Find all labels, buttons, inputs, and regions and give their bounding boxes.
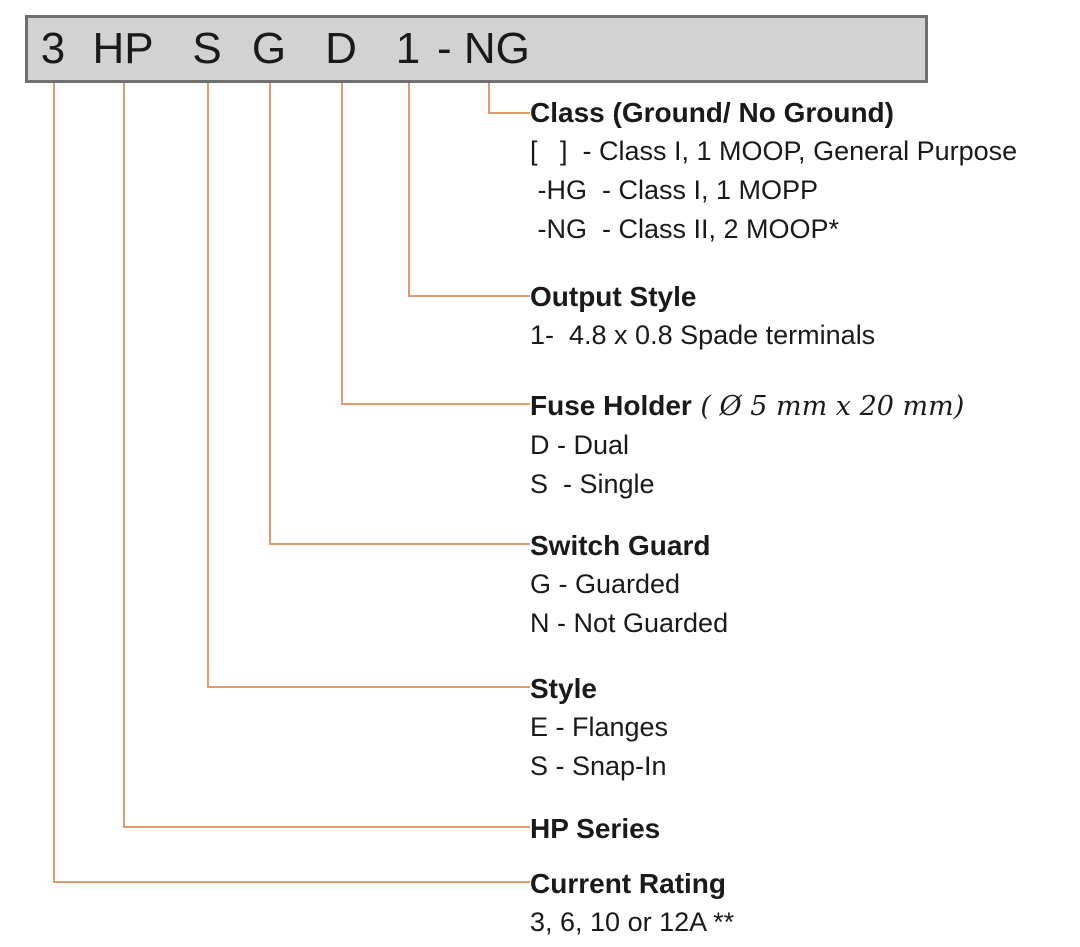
section-hp-series — [530, 809, 660, 848]
section-output-style-option: 1- 4.8 x 0.8 Spade terminals — [530, 320, 876, 350]
section-current-rating — [530, 864, 734, 942]
section-output-style-title: Output Style — [530, 281, 697, 312]
code-segment-current-rating: 3 — [40, 24, 66, 73]
section-switch-guard-option: G - Guarded — [530, 569, 681, 599]
section-class-option: -HG - Class I, 1 MOPP — [530, 175, 819, 205]
code-segment-switch-guard: G — [251, 24, 287, 73]
section-fuse-holder-option: S - Single — [530, 469, 655, 499]
section-current-rating-title: Current Rating — [530, 868, 726, 899]
section-switch-guard-option: N - Not Guarded — [530, 608, 729, 638]
section-hp-series-title: HP Series — [530, 813, 661, 844]
section-class-title: Class (Ground/ No Ground) — [530, 97, 894, 128]
section-fuse-holder — [530, 386, 964, 504]
section-style-option: S - Snap-In — [530, 751, 667, 781]
section-class — [530, 93, 1017, 249]
section-style-option: E - Flanges — [530, 712, 669, 742]
part-number-bar — [25, 15, 928, 83]
fuse-holder-dimensions: ( Ø 5 mm x 20 mm) — [691, 391, 965, 422]
code-segment-style: S — [192, 24, 222, 73]
code-segment-output-style: 1 — [395, 24, 421, 73]
section-switch-guard-title: Switch Guard — [530, 530, 711, 561]
section-current-rating-option: 3, 6, 10 or 12A ** — [530, 907, 735, 937]
section-switch-guard — [530, 526, 728, 643]
code-segment-series: HP — [92, 24, 154, 73]
section-class-option: -NG - Class II, 2 MOOP* — [530, 214, 840, 244]
section-output-style — [530, 277, 875, 355]
code-segment-class: - NG — [437, 24, 530, 73]
section-style — [530, 669, 668, 786]
section-fuse-holder-option: D - Dual — [530, 430, 630, 460]
section-class-option: [ ] - Class I, 1 MOOP, General Purpose — [530, 136, 1018, 166]
code-segment-fuse-holder: D — [325, 24, 357, 73]
section-style-title: Style — [530, 673, 597, 704]
section-fuse-holder-title: Fuse Holder ( Ø 5 mm x 20 mm) — [530, 390, 965, 422]
connector-current-rating — [53, 83, 530, 883]
